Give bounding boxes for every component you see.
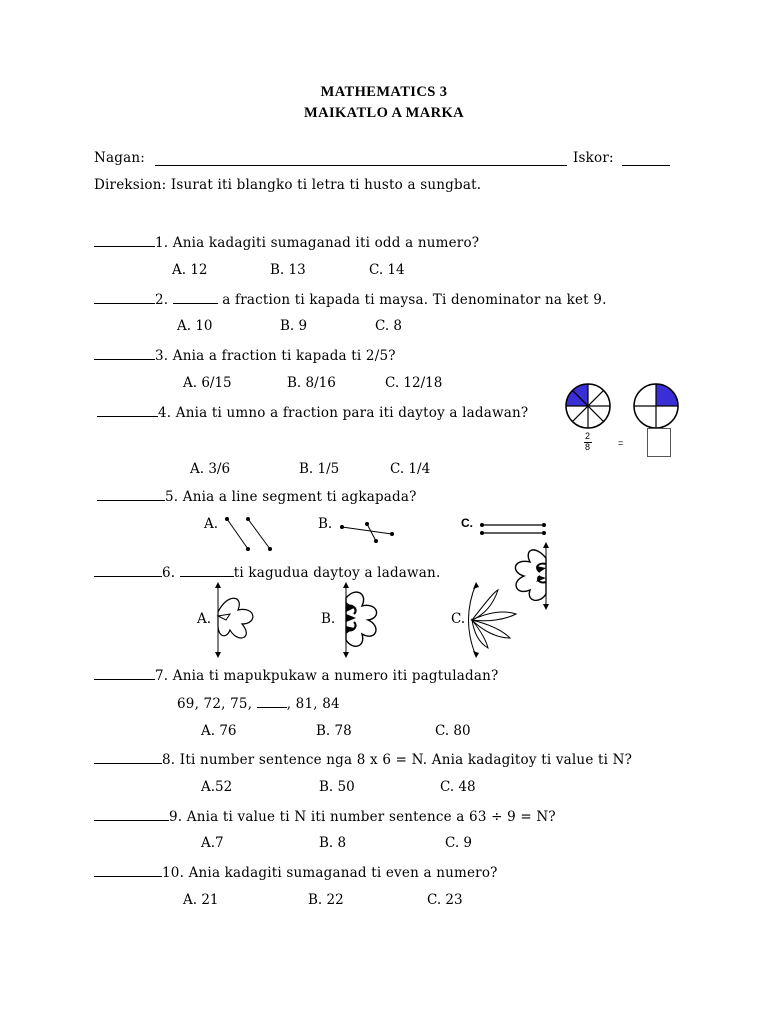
answer-blank-7[interactable]	[94, 667, 155, 680]
question-number: 9.	[169, 809, 183, 825]
segment-pair-b	[338, 520, 396, 546]
question-2	[94, 291, 607, 308]
q4-option-a: A. 3/6	[190, 461, 231, 477]
answer-blank-6[interactable]	[94, 564, 162, 577]
question-6	[94, 564, 440, 581]
q6-option-a: A.	[197, 611, 212, 627]
question-10	[94, 864, 498, 881]
question-text: Ania ti mapukpukaw a numero iti pagtuladan?	[172, 668, 499, 684]
q10-option-a: A. 21	[183, 892, 219, 908]
question-7	[94, 667, 498, 684]
q3-option-b: B. 8/16	[287, 375, 336, 391]
inline-blank-6	[180, 564, 234, 577]
segment-pair-c	[478, 520, 548, 540]
segment-pair-a	[222, 515, 274, 553]
question-8	[94, 751, 632, 768]
q2-option-a: A. 10	[177, 318, 213, 334]
answer-blank-1[interactable]	[94, 234, 155, 247]
fraction-circle-fourths	[631, 381, 681, 431]
q6-option-c: C.	[451, 611, 466, 627]
answer-blank-2[interactable]	[94, 291, 155, 304]
answer-blank-10[interactable]	[94, 864, 162, 877]
question-text: ti kagudua daytoy a ladawan.	[233, 565, 441, 581]
q1-option-c: C. 14	[369, 262, 405, 278]
inline-blank-2	[173, 291, 218, 304]
answer-blank-4[interactable]	[97, 404, 158, 417]
question-number: 2.	[155, 292, 169, 308]
sequence-start: 69, 72, 75,	[177, 696, 253, 712]
q1-option-a: A. 12	[172, 262, 208, 278]
score-label: Iskor:	[573, 150, 614, 166]
question-text: Iti number sentence nga 8 x 6 = N. Ania kadagitoy ti value ti N?	[179, 752, 633, 768]
half-flower-option-c	[464, 582, 520, 658]
question-text: Ania kadagiti sumaganad iti odd a numero?	[172, 235, 480, 251]
q10-option-c: C. 23	[427, 892, 463, 908]
q4-option-b: B. 1/5	[299, 461, 340, 477]
equals-sign: =	[618, 438, 624, 448]
directions: Direksion: Isurat iti blangko ti letra ti husto a sungbat.	[94, 177, 482, 193]
question-number: 4.	[158, 405, 172, 421]
question-5	[97, 488, 417, 505]
q9-option-b: B. 8	[319, 835, 347, 851]
q8-option-b: B. 50	[319, 779, 355, 795]
question-9	[94, 808, 556, 825]
question-4	[97, 404, 528, 421]
question-text: Ania a fraction ti kapada ti 2/5?	[172, 348, 396, 364]
q2-option-b: B. 9	[280, 318, 308, 334]
answer-blank-5[interactable]	[97, 488, 165, 501]
q8-option-a: A.52	[201, 779, 233, 795]
half-flower-option-a	[208, 582, 260, 658]
q10-option-b: B. 22	[308, 892, 344, 908]
fraction-denominator: 8	[585, 442, 591, 452]
question-number: 1.	[155, 235, 169, 251]
question-text: Ania ti value ti N iti number sentence a 63 ÷ 9 = N?	[186, 809, 556, 825]
q5-option-a: A.	[204, 516, 219, 532]
q6-option-b: B.	[321, 611, 336, 627]
question-number: 7.	[155, 668, 169, 684]
score-field[interactable]	[622, 152, 670, 166]
q2-option-c: C. 8	[375, 318, 403, 334]
q3-option-c: C. 12/18	[385, 375, 443, 391]
name-label: Nagan:	[94, 150, 145, 166]
question-number: 6.	[162, 565, 176, 581]
question-text: Ania kadagiti sumaganad ti even a numero?	[188, 865, 498, 881]
q7-option-b: B. 78	[316, 723, 352, 739]
question-number: 10.	[162, 865, 185, 881]
q1-option-b: B. 13	[270, 262, 306, 278]
q5-option-c: C.	[461, 516, 473, 530]
question-text: a fraction ti kapada ti maysa. Ti denominator na ket 9.	[222, 292, 607, 308]
title-line-2: MAIKATLO A MARKA	[304, 105, 464, 121]
sequence-end: , 81, 84	[286, 696, 340, 712]
q4-option-c: C. 1/4	[390, 461, 431, 477]
number-sequence	[177, 695, 340, 712]
half-flower-option-b	[336, 582, 386, 658]
fraction-numerator: 2	[585, 431, 591, 441]
fraction-circle-eighths	[563, 381, 613, 431]
name-field[interactable]	[155, 152, 567, 166]
q7-option-a: A. 76	[201, 723, 237, 739]
question-text: Ania a line segment ti agkapada?	[182, 489, 417, 505]
q5-option-b: B.	[318, 516, 333, 532]
question-3	[94, 347, 396, 364]
answer-blank-8[interactable]	[94, 751, 162, 764]
question-number: 3.	[155, 348, 169, 364]
q9-option-c: C. 9	[445, 835, 473, 851]
answer-box[interactable]	[647, 428, 671, 457]
q7-option-c: C. 80	[435, 723, 471, 739]
question-number: 5.	[165, 489, 179, 505]
q8-option-c: C. 48	[440, 779, 476, 795]
question-text: Ania ti umno a fraction para iti daytoy a ladawan?	[175, 405, 529, 421]
answer-blank-9[interactable]	[94, 808, 169, 821]
q3-option-a: A. 6/15	[183, 375, 232, 391]
title-line-1: MATHEMATICS 3	[320, 84, 448, 100]
question-1	[94, 234, 479, 251]
q9-option-a: A.7	[201, 835, 224, 851]
answer-blank-3[interactable]	[94, 347, 155, 360]
question-number: 8.	[162, 752, 176, 768]
sequence-blank	[257, 695, 287, 708]
